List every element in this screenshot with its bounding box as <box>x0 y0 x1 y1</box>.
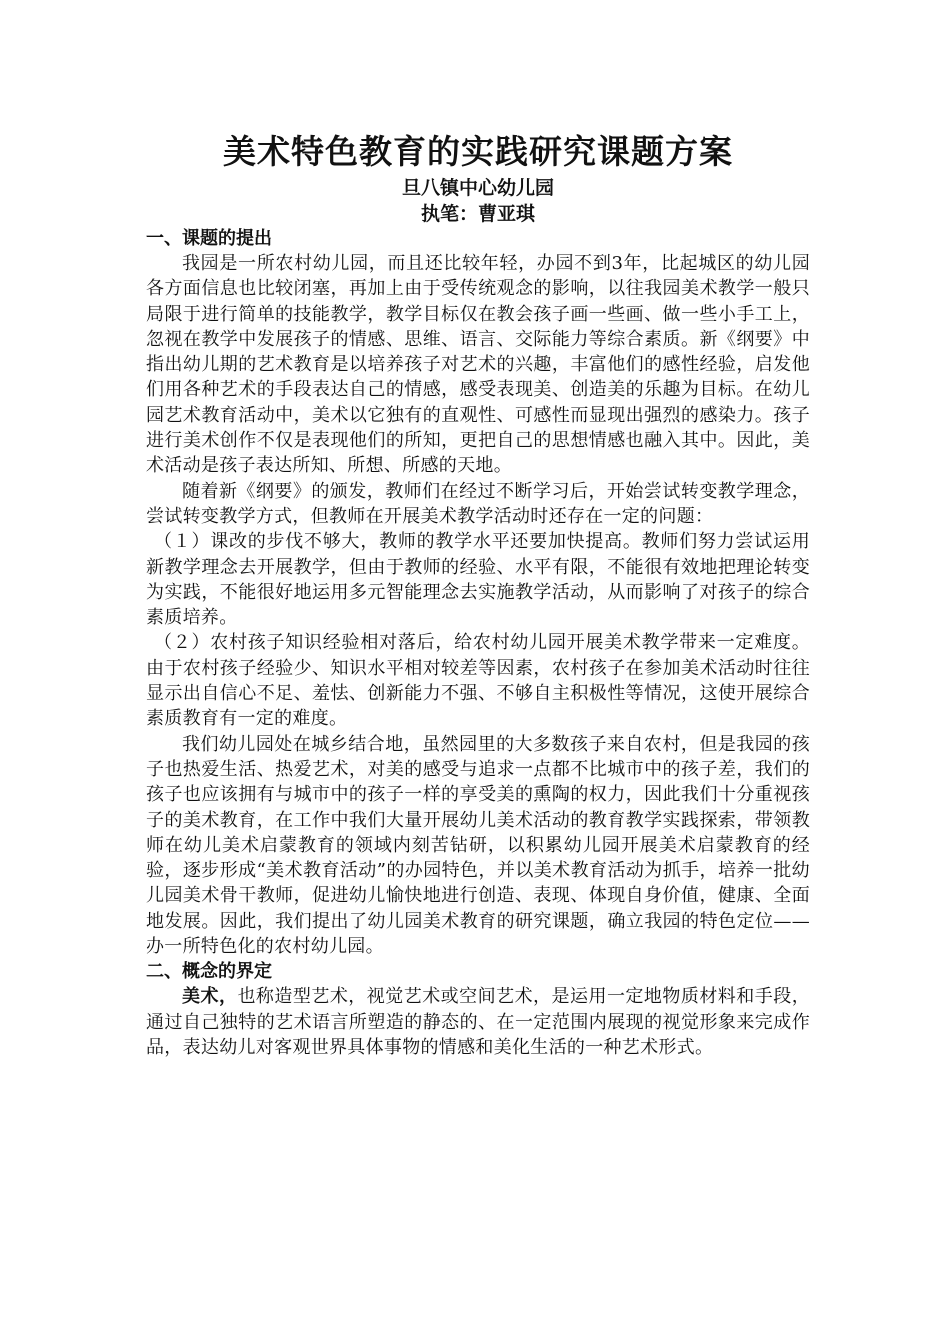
definition-text: 也称造型艺术，视觉艺术或空间艺术，是运用一定地物质材料和手段，通过自己独特的艺术语言所塑造的静态的、在一定范围内展现的视觉形象来完成作品，表达幼儿对客观世界具体事物的情感和美化生活的一种艺术形式。 <box>146 986 811 1058</box>
section2-definition-paragraph <box>146 984 810 1060</box>
organization-name: 旦八镇中心幼儿园 <box>401 177 554 199</box>
definition-term: 美术， <box>182 986 238 1008</box>
section1-heading: 一、课题的提出 <box>146 228 272 249</box>
section2-heading: 二、概念的界定 <box>146 961 272 983</box>
document-title: 美术特色教育的实践研究课题方案 <box>223 132 733 171</box>
author-line: 执笔：曹亚琪 <box>420 203 535 225</box>
section1-item-1: （１）课改的步伐不够大，教师的教学水平还要加快提高。教师们努力尝试运用新教学理念去开展教学，但由于教师的经验、水平有限，不能很有效地把理论转变为实践，不能很好地运用多元智能理念去实施教学活动，从而影响了对孩子的综合素质培养。 <box>146 531 810 629</box>
section1-item-2: （２）农村孩子知识经验相对落后，给农村幼儿园开展美术教学带来一定难度。由于农村孩子经验少、知识水平相对较差等因素，农村孩子在参加美术活动时往往显示出自信心不足、羞怯、创新能力不强、不够自主积极性等情况，这使开展综合素质教育有一定的难度。 <box>146 632 810 730</box>
section1-paragraph-1: 我园是一所农村幼儿园，而且还比较年轻，办园不到3年，比起城区的幼儿园各方面信息也比较闭塞，再加上由于受传统观念的影响，以往我园美术教学一般只局限于进行简单的技能教学，教学目标仅在教会孩子画一些画、做一些小手工上，忽视在教学中发展孩子的情感、思维、语言、交际能力等综合素质。新《纲要》中指出幼儿期的艺术教育是以培养孩子对艺术的兴趣，丰富他们的感性经验，启发他们用各种艺术的手段表达自己的情感，感受表现美、创造美的乐趣为目标。在幼儿园艺术教育活动中，美术以它独有的直观性、可感性而显现出强烈的感染力。孩子进行美术创作不仅是表现他们的所知，更把自己的思想情感也融入其中。因此，美术活动是孩子表达所知、所想、所感的天地。 <box>146 253 810 477</box>
document-page <box>146 130 810 1060</box>
section1-paragraph-2: 随着新《纲要》的颁发，教师们在经过不断学习后，开始尝试转变教学理念，尝试转变教学方式，但教师在开展美术教学活动时还存在一定的问题： <box>146 480 810 527</box>
section1-paragraph-3: 我们幼儿园处在城乡结合地，虽然园里的大多数孩子来自农村，但是我园的孩子也热爱生活、热爱艺术，对美的感受与追求一点都不比城市中的孩子差，我们的孩子也应该拥有与城市中的孩子一样的享受美的熏陶的权力，因此我们十分重视孩子的美术教育，在工作中我们大量开展幼儿美术活动的教育教学实践探索，带领教师在幼儿美术启蒙教育的领域内刻苦钻研，以积累幼儿园开展美术启蒙教育的经验，逐步形成“美术教育活动”的办园特色，并以美术教育活动为抓手，培养一批幼儿园美术骨干教师，促进幼儿愉快地进行创造、表现、体现自身价值，健康、全面地发展。因此，我们提出了幼儿园美术教育的研究课题，确立我园的特色定位——办一所特色化的农村幼儿园。 <box>146 733 810 958</box>
